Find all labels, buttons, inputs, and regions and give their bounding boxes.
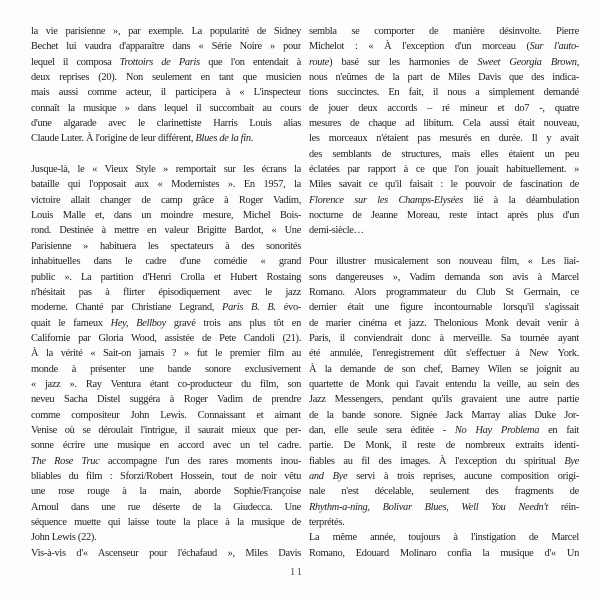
- text-line: [31, 530, 301, 545]
- text-run: n'hésitait pas à flirter épisodiquement avec le jazz: [31, 286, 301, 298]
- text-run: inhabituelles dans le cadre d'une comédie « grand: [31, 256, 301, 268]
- text-run: tions succinctes. En fait, il nous a simplement demandé: [309, 87, 579, 99]
- text-line: [309, 515, 579, 530]
- text-run: Louis Malle et, dans un moindre mesure, Michel Bois-: [31, 210, 301, 222]
- text-run: dernier était une figure incontournable lorsqu'il s'agissait: [309, 302, 579, 314]
- text-run: ,: [576, 56, 579, 68]
- text-run: terprétés.: [309, 517, 345, 528]
- text-run: demi-siècle…: [309, 225, 364, 237]
- text-run: de marier cinéma et jazz. Thelonious Monk devait venir à: [309, 317, 579, 329]
- text-line: [309, 70, 579, 85]
- text-line: [309, 254, 579, 269]
- text-run: Jusque-là, le « Vieux Style » remportait sur les écrans la: [31, 164, 301, 176]
- text-run: sembla se comporter de manière désinvolte. Pierre: [309, 26, 579, 37]
- text-line: [309, 392, 579, 407]
- text-line: [31, 469, 301, 484]
- text-run: lié à la déambulation: [463, 194, 579, 206]
- text-line: [309, 208, 579, 223]
- text-run: Michelot : « À l'exception d'un morceau (: [309, 41, 530, 53]
- text-run: gravé trois ans plus tôt en: [165, 317, 301, 329]
- text-line: [309, 193, 579, 208]
- text-run: sons dangereuses », Vadim demanda son avis à Marcel: [309, 271, 579, 283]
- italic-text-run: Rhythm-a-ning, Bolivar Blues, Well You Needn't: [309, 501, 548, 513]
- text-line: [31, 300, 301, 315]
- text-run: d'une algarade avec le clarinettiste Harris Louis alias: [31, 118, 301, 130]
- text-run: les morceaux n'étaient pas mesurés en durée. Il y avait: [309, 133, 579, 145]
- italic-text-run: Trottoirs de Paris: [119, 56, 200, 68]
- text-run: mesures de chaque ad libitum. Cela aussi était nouveau,: [309, 118, 579, 130]
- text-line: [309, 85, 579, 100]
- text-line: [309, 39, 579, 54]
- text-run: une rose rouge à la main, aborde Sophie/Françoise: [31, 486, 301, 498]
- text-run: public ». La partition d'Henri Crolla et Hubert Rostaing: [31, 271, 301, 283]
- text-line: [31, 270, 301, 285]
- text-run: bataille qui l'opposait aux « Modernistes ». En 1957, la: [31, 179, 301, 191]
- text-line: [309, 147, 579, 162]
- text-line: [309, 423, 579, 438]
- text-line: [31, 239, 301, 254]
- text-line: [31, 208, 301, 223]
- text-line: [309, 162, 579, 177]
- text-run: victoire allait changer de camp grâce à Roger Vadim,: [31, 194, 301, 206]
- text-run: nale n'est décelable, seulement des fragments de: [309, 486, 579, 498]
- text-line: [31, 254, 301, 269]
- text-run: Bechet lui vaudra d'apparaître dans « Série Noire » pour: [31, 41, 301, 53]
- text-line: [309, 270, 579, 285]
- text-run: partie. De Monk, il reste de nombreux extraits identi-: [309, 440, 579, 452]
- text-line: [309, 177, 579, 192]
- text-run: évo-: [275, 302, 301, 314]
- text-run: moderne. Chanté par Christiane Legrand,: [31, 302, 223, 314]
- italic-text-run: Sur l'auto-: [529, 41, 579, 53]
- text-line: [31, 285, 301, 300]
- text-line: [309, 546, 579, 561]
- text-run: que l'on entendait à: [199, 56, 301, 68]
- italic-text-run: Hey, Bellboy: [110, 317, 166, 329]
- text-run: dan, elle seule sera éditée -: [309, 424, 455, 436]
- text-run: la vie parisienne », par exemple. La popularité de Sidney: [31, 26, 301, 37]
- text-line: [31, 316, 301, 331]
- text-line: [31, 193, 301, 208]
- text-line: [31, 408, 301, 423]
- text-line: [31, 500, 301, 515]
- text-run: des semblants de structures, mais elles étaient un peu: [309, 148, 579, 160]
- text-run: en fait: [539, 424, 579, 436]
- text-line: [31, 454, 301, 469]
- text-run: fiables au fil des images. À l'exception du spiritual: [309, 455, 565, 467]
- text-line: [309, 454, 579, 469]
- text-run: mais aussi comme acteur, il participera à « L'inspecteur: [31, 87, 301, 99]
- text-run: Paris, il conviendrait donc à merveille. Sa tournée ayant: [309, 332, 579, 344]
- text-run: comme compositeur John Lewis. Connaissant et aimant: [31, 409, 301, 421]
- text-line: [31, 162, 301, 177]
- text-run: réin-: [547, 501, 579, 513]
- text-run: de jouer deux accords – ré mineur et do7 -, quatre: [309, 102, 579, 114]
- text-line: [31, 101, 301, 116]
- text-run: Miles savait ce qu'il faisait : le pouvoir de fascination de: [309, 179, 579, 191]
- text-line: [309, 55, 579, 70]
- text-line: [309, 300, 579, 315]
- italic-text-run: Sweet Georgia Brown: [477, 56, 577, 68]
- text-run: monde à présenter une bande sonore exclusivement: [31, 363, 301, 375]
- text-run: bliables du film : Sforzi/Robert Hossein, tout de noir vêtu: [31, 470, 301, 482]
- text-line: [31, 116, 301, 131]
- text-run: Californie par Gloria Wood, assistée de Pete Candoli (21).: [31, 332, 301, 344]
- text-line: [31, 39, 301, 54]
- text-line: [31, 177, 301, 192]
- text-run: nocturne de Jeanne Moreau, reste intact après plus d'un: [309, 210, 579, 222]
- text-line: [31, 55, 301, 70]
- text-run: neveu Sacha Distel suggéra à Roger Vadim de prendre: [31, 394, 301, 406]
- text-run: séquence muette qui laisse toute la place à la musique de: [31, 517, 301, 528]
- text-run: connaît la musique » dans lequel il succombait au cours: [31, 102, 301, 114]
- text-run: accompagne l'un des rares moments inou-: [99, 455, 301, 467]
- text-line: [309, 484, 579, 499]
- text-run: Vis-à-vis d'« Ascenseur pour l'échafaud », Miles Davis: [31, 547, 301, 559]
- text-run: servi à trois reprises, aucune composition origi-: [347, 470, 579, 482]
- text-line: [309, 101, 579, 116]
- text-line: [309, 285, 579, 300]
- text-line: [31, 85, 301, 100]
- text-run: Pour illustrer musicalement son nouveau film, « Les liai-: [309, 256, 579, 268]
- blank-line: [309, 239, 579, 254]
- text-line: [309, 500, 579, 515]
- text-run: nous n'eûmes de la part de Miles Davis que des indica-: [309, 72, 579, 84]
- text-line: [31, 392, 301, 407]
- page-number: 11: [290, 567, 304, 578]
- text-run: À la demande de son chef, Barney Wilen se joignit au: [309, 363, 579, 375]
- blank-line: [31, 147, 301, 162]
- text-column-right: [309, 24, 579, 561]
- text-run: Jazz Messengers, pendant qu'ils gravaient une autre partie: [309, 394, 579, 406]
- text-run: À la vérité « Sait-on jamais ? » fut le premier film au: [31, 348, 301, 360]
- text-run: Arnoul dans une rue déserte de la Giudecca. Une: [31, 501, 301, 513]
- text-line: [31, 546, 301, 561]
- text-line: [31, 438, 301, 453]
- italic-text-run: Bye: [564, 455, 579, 467]
- text-line: [31, 70, 301, 85]
- text-run: quartette de Monk qui l'avait entendu la veille, au sein des: [309, 378, 579, 390]
- text-run: lequel il composa: [31, 56, 120, 68]
- text-line: [309, 469, 579, 484]
- text-run: quait le fameux: [31, 317, 111, 329]
- text-line: [309, 116, 579, 131]
- text-run: ) basé sur les harmonies de: [329, 56, 478, 68]
- italic-text-run: Florence sur les Champs-Elysées: [309, 194, 463, 206]
- text-line: [31, 423, 301, 438]
- text-run: sonne écrire une musique en accord avec un tel cadre.: [31, 440, 301, 452]
- text-run: deux reprises (20). Non seulement en tant que musicien: [31, 72, 301, 84]
- text-run: été annulée, l'enregistrement dût s'effectuer à New York.: [309, 348, 579, 360]
- italic-text-run: No Hay Problema: [454, 424, 540, 436]
- text-run: de la bande sonore. Signée Jack Marray alias Duke Jor-: [309, 409, 579, 421]
- text-line: [31, 24, 301, 39]
- italic-text-run: Paris B. B.: [222, 302, 276, 314]
- text-line: [309, 24, 579, 39]
- italic-text-run: Blues de la fin: [195, 133, 251, 145]
- text-line: [309, 316, 579, 331]
- text-run: La même année, toujours à l'instigation de Marcel: [309, 532, 579, 544]
- text-line: [309, 331, 579, 346]
- text-line: [31, 346, 301, 361]
- text-run: Parisienne » habituera les spectateurs à des sonorités: [31, 240, 301, 252]
- text-line: [309, 223, 579, 238]
- text-line: [31, 377, 301, 392]
- text-run: « jazz ». Ray Ventura étant co-producteur du film, son: [31, 378, 301, 390]
- text-run: John Lewis (22).: [31, 532, 97, 544]
- text-line: [309, 346, 579, 361]
- text-run: Claude Luter. À l'origine de leur différent,: [31, 133, 196, 145]
- text-run: rond. Destinée à mettre en valeur Brigitte Bardot, « Une: [31, 225, 301, 237]
- text-run: éclatées par rapport à ce que l'on jouait habituellement. »: [309, 164, 579, 176]
- italic-text-run: and Bye: [309, 470, 348, 482]
- text-line: [309, 131, 579, 146]
- text-run: Venise où se déroulait l'intrigue, il saurait mieux que per-: [31, 424, 301, 436]
- text-line: [31, 362, 301, 377]
- text-run: .: [250, 133, 254, 145]
- text-line: [31, 131, 301, 146]
- text-line: [31, 331, 301, 346]
- text-line: [309, 530, 579, 545]
- text-column-left: [31, 24, 301, 561]
- text-line: [309, 438, 579, 453]
- text-line: [309, 408, 579, 423]
- text-line: [31, 484, 301, 499]
- text-line: [309, 377, 579, 392]
- italic-text-run: route: [309, 56, 330, 68]
- text-run: Romano, Edouard Molinaro confia la musique d'« Un: [309, 547, 579, 559]
- text-line: [31, 223, 301, 238]
- italic-text-run: The Rose Truc: [31, 455, 100, 467]
- text-line: [309, 362, 579, 377]
- text-run: Romano. Alors programmateur du Club St Germain, ce: [309, 286, 579, 298]
- text-line: [31, 515, 301, 530]
